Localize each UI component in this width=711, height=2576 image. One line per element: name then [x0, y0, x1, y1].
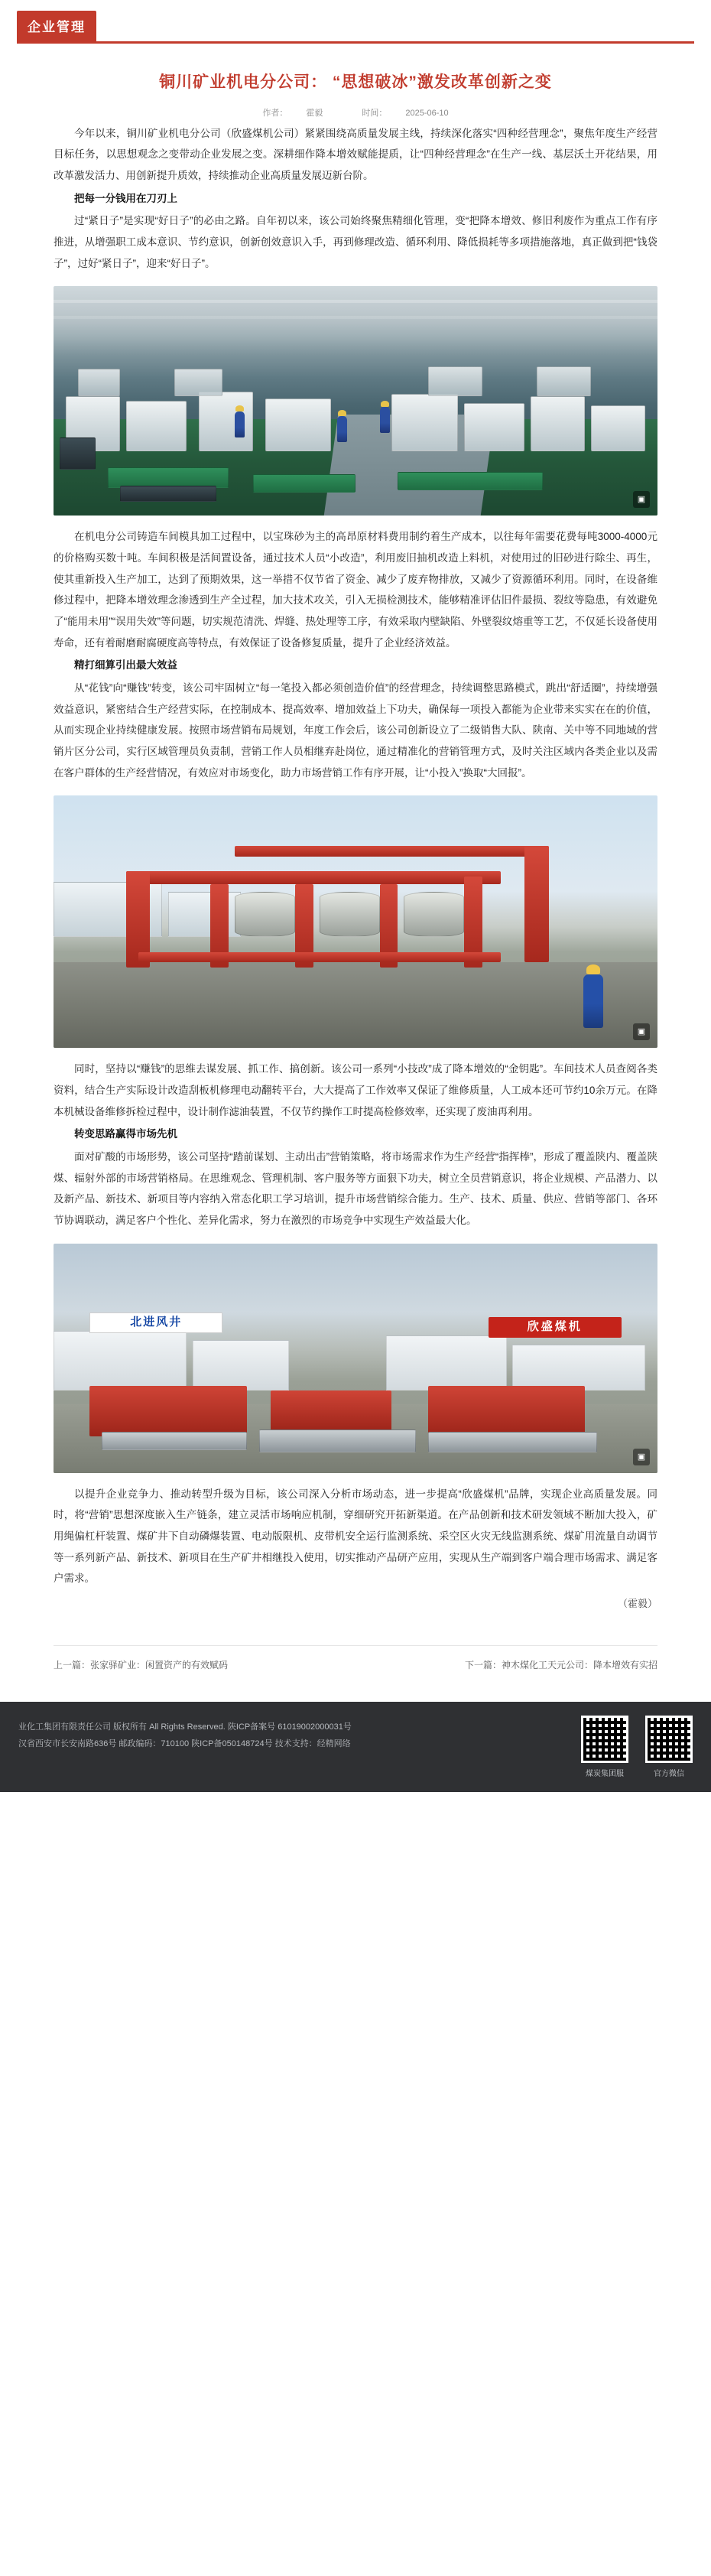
qr-code-wechat[interactable]	[645, 1716, 693, 1782]
qr-code-icon	[645, 1716, 693, 1763]
site-footer	[0, 1702, 711, 1792]
page-title: 铜川矿业机电分公司： “思想破冰”激发改革创新之变	[159, 73, 552, 91]
photo-credit-icon: ▣	[633, 491, 650, 508]
date-label: 时间： 2025-06-10	[362, 108, 449, 118]
sign-red-text: 欣盛煤机	[489, 1317, 622, 1338]
article-photo-workshop	[54, 286, 657, 516]
author-label: 作者： 霍毅	[262, 108, 323, 118]
paragraph: 今年以来，铜川矿业机电分公司（欣盛煤机公司）紧紧围绕高质量发展主线，持续深化落实“四种经营理念”，聚焦年度生产经营目标任务，以思想观念之变带动企业发展之变。深耕细作降本增效赋能提质，让“四种经营理念”在生产一线、基层沃土开花结果，用改革激发活力、用创新提升质效，持续推动企业高质量发展迈新台阶。	[54, 127, 657, 181]
prev-title[interactable]: 张家驿矿业：闲置资产的有效赋码	[90, 1659, 229, 1670]
article-photo-mine-yard	[54, 1244, 657, 1473]
qr-code-group[interactable]	[581, 1716, 628, 1782]
next-article-link[interactable]	[465, 1658, 657, 1671]
paragraph: 同时，坚持以“赚钱”的思维去谋发展、抓工作、搞创新。该公司一系列“小技改”成了降本增效的“金钥匙”。车间技术人员查阅各类资料，结合生产实际设计改造刮板机修理电动翻转平台，大大提高了工作效率又保证了维修质量，人工成本还可节约10余万元。在降本机械设备维修拆检过程中，设计制作滤油装置，不仅节约操作工时提高检修效率，还实现了废油再利用。	[54, 1063, 657, 1117]
prev-article-link[interactable]	[54, 1658, 228, 1671]
article-body	[54, 123, 657, 1615]
footer-line-address: 汉省西安市长安南路636号 邮政编码：710100 陕ICP备050148724号 技术支持：经精网络	[18, 1738, 351, 1748]
prev-label: 上一篇：	[54, 1659, 91, 1670]
paragraph: 以提升企业竞争力、推动转型升级为目标，该公司深入分析市场动态，进一步提高“欣盛煤机”品牌，实现企业高质量发展。同时，将“营销”思想深度嵌入生产链条，建立灵活市场响应机制，穿细研究开拓新渠道。在产品创新和技术研发领域不断加大投入，矿用绳偏杠杆装置、煤矿井下自动磷爆装置、电动版限机、皮带机安全运行监测系统、采空区火灾无线监测系统、煤矿用流量自动调节等一系列新产品、新技术、新项目在生产矿井相继投入使用，切实推动产品研产应用，实现从生产端到客户端合理市场需求、满足客户需求。	[54, 1488, 657, 1585]
site-section-tab[interactable]: 企业管理	[17, 11, 96, 41]
article-container	[0, 44, 711, 1615]
photo-credit-icon: ▣	[633, 1449, 650, 1465]
article-signature: （霍毅）	[617, 1598, 657, 1610]
sub-heading: 转变思路赢得市场先机	[74, 1128, 177, 1140]
footer-line-copyright: 业化工集团有限责任公司 版权所有 All Rights Reserved. 陕ICP备案号 61019002000031号	[18, 1722, 352, 1732]
paragraph: 在机电分公司铸造车间模具加工过程中，以宝珠砂为主的高昂原材料费用制约着生产成本，以往每年需要花费每吨3000-4000元的价格购买数十吨。车间积极是活间置设备，通过技术人员“小改造”，利用废旧抽机改造上料机，对使用过的旧砂进行除尘、再生，使其重新投入生产加工，达到了预期效果，这一举措不仅节省了资金、减少了废弃物排放，又减少了资源循环利用。同时，在设备维修过程中，把降本增效理念渗透到生产全过程，加大技术攻关，引入无损检测技术，能够精准评估旧件最损、裂纹等隐患，有效避免了“能用未用”“误用失效”等问题，切实规范清洗、焊缝、热处理等工序，有效采取内壁缺陷、外壁裂纹熔重等工艺，不仅延长设备使用寿命，还有着耐磨耐腐硬度高等特点，有效保证了设备修复质量，提升了企业经济效益。	[54, 531, 657, 649]
qr-code-icon	[581, 1716, 628, 1763]
footer-qr-group	[581, 1716, 693, 1782]
sub-heading: 精打细算引出最大效益	[74, 659, 177, 672]
paragraph: 过“紧日子”是实现“好日子”的必由之路。自年初以来，该公司始终聚焦精细化管理，变“把降本增效、修旧利废作为重点工作有序推进，从增强职工成本意识、节约意识，创新创效意识入手，再到修理改造、循环利用、降低损耗等多项措施落地，真正做到把“钱袋子”，过好“紧日子”，迎来“好日子”。	[54, 215, 657, 269]
next-title[interactable]: 神木煤化工天元公司：降本增效有实招	[501, 1659, 657, 1670]
paragraph: 面对矿酸的市场形势，该公司坚持“踏前谋划、主动出击”营销策略，将市场需求作为生产经营“指挥棒”，形成了覆盖陕内、覆盖陕煤、辐射外部的市场营销格局。在思维观念、管理机制、客户服务等方面狠下功夫，树立全员营销意识，将企业规模、产品潜力、以及新产品、新技术、新项目等内容纳入常态化职工学习培训，提升市场营销综合能力。生产、技术、质量、供应、营销等部门、各环节协调联动，满足客户个性化、差异化需求，努力在激烈的市场竞争中实现生产效益最大化。	[54, 1151, 657, 1227]
sub-heading: 把每一分钱用在刀刃上	[74, 192, 177, 204]
sign-blue-text: 北进风井	[89, 1312, 222, 1333]
article-meta	[54, 106, 657, 119]
qr-caption: 官方微信	[654, 1769, 684, 1778]
paragraph: 从“花钱”向“赚钱”转变，该公司牢固树立“每一笔投入都必须创造价值”的经营理念，持续调整思路模式，跳出“舒适圈”，持续增强效益意识，紧密结合生产经营实际，在控制成本、提高效率、增加效益上下功夫，确保每一项投入都能为企业带来实实在在的价值，从而实现企业持续健康发展。按照市场营销布局规划，年度工作会后，该公司创新设立了二级销售大队、陕南、关中等不同地域的营销片区分公司，实行区域管理员负责制，营销工作人员相继弃赴岗位，通过精准化的营销管理方式，及时关注区域内各类企业以及需在客户群体的生产经营情况，有效应对市场变化，助力市场营销工作有序开展，让“小投入”换取“大回报”。	[54, 682, 657, 779]
article-pagination	[54, 1645, 657, 1671]
photo-credit-icon: ▣	[633, 1023, 650, 1040]
article-photo-steel-structure	[54, 795, 657, 1048]
site-header	[0, 0, 711, 41]
next-label: 下一篇：	[464, 1659, 502, 1670]
qr-caption: 煤炭集团服	[586, 1769, 624, 1778]
